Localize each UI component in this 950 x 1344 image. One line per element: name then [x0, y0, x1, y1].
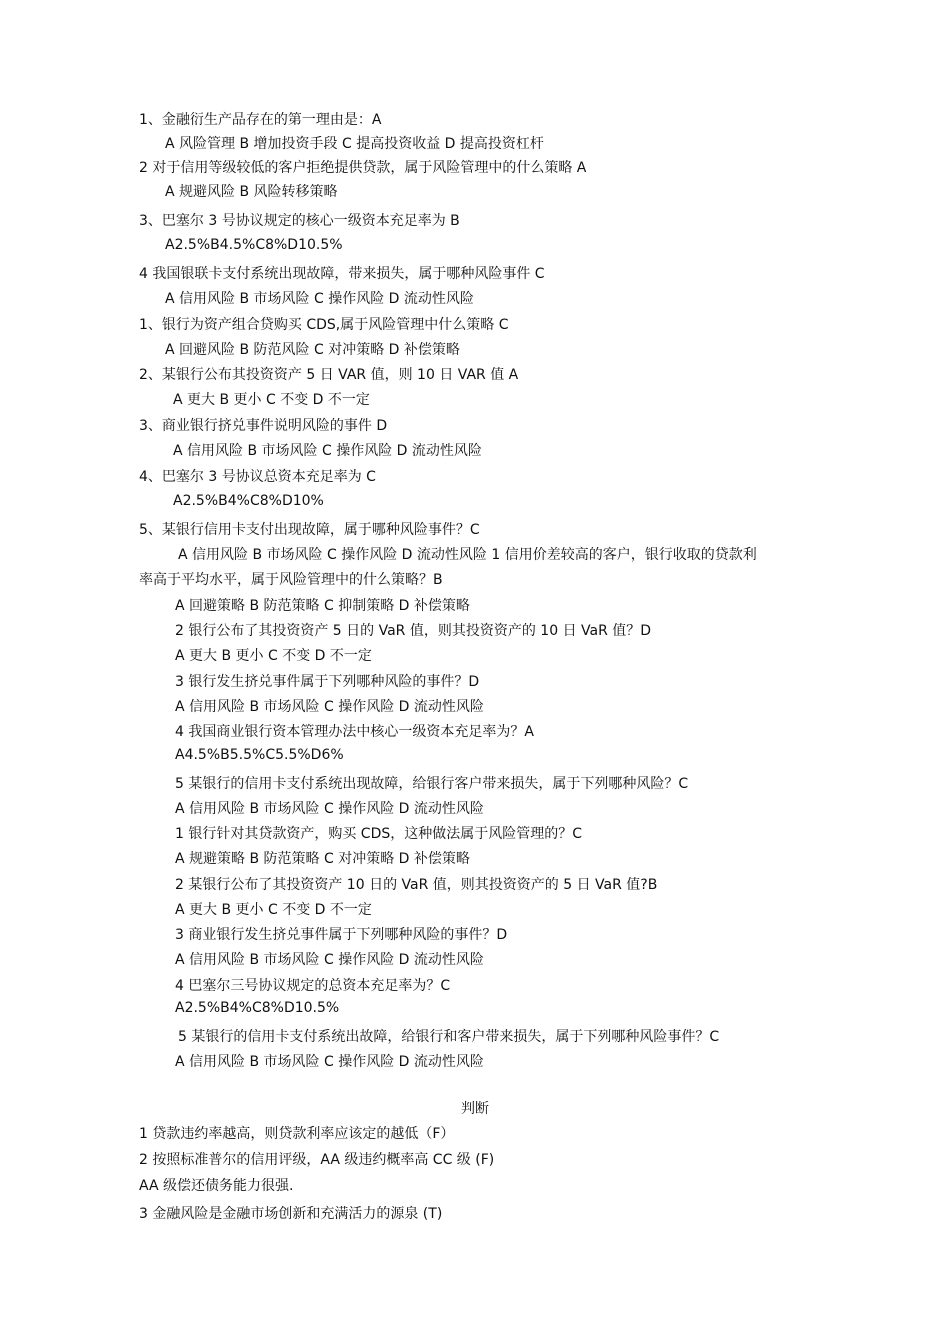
question-line: 率高于平均水平，属于风险管理中的什么策略？B	[139, 572, 443, 588]
answer-options: A 规避策略 B 防范策略 C 对冲策略 D 补偿策略	[175, 851, 470, 867]
answer-options: A2.5%B4%C8%D10%	[173, 493, 324, 509]
question-line: 1、银行为资产组合贷购买 CDS,属于风险管理中什么策略 C	[139, 317, 509, 333]
question-line: 2 按照标准普尔的信用评级，AA 级违约概率高 CC 级 (F)	[139, 1152, 495, 1168]
answer-options: A 信用风险 B 市场风险 C 操作风险 D 流动性风险	[175, 952, 484, 968]
answer-options: A 回避风险 B 防范风险 C 对冲策略 D 补偿策略	[165, 342, 460, 358]
question-line: 1、金融衍生产品存在的第一理由是：A	[139, 112, 382, 128]
answer-options: A2.5%B4.5%C8%D10.5%	[165, 237, 343, 253]
question-line: 2 某银行公布了其投资资产 10 日的 VaR 值，则其投资资产的 5 日 VaR 值?B	[175, 877, 658, 893]
answer-options: A 信用风险 B 市场风险 C 操作风险 D 流动性风险	[175, 699, 484, 715]
answer-options: A 信用风险 B 市场风险 C 操作风险 D 流动性风险	[175, 801, 484, 817]
question-line: 4 巴塞尔三号协议规定的总资本充足率为？C	[175, 978, 451, 994]
answer-options: A 信用风险 B 市场风险 C 操作风险 D 流动性风险	[173, 443, 482, 459]
answer-options: A 回避策略 B 防范策略 C 抑制策略 D 补偿策略	[175, 598, 470, 614]
question-line: AA 级偿还债务能力很强.	[139, 1178, 294, 1194]
answer-options: A 信用风险 B 市场风险 C 操作风险 D 流动性风险	[175, 1054, 484, 1070]
question-line: 3、巴塞尔 3 号协议规定的核心一级资本充足率为 B	[139, 213, 460, 229]
answer-options: A 更大 B 更小 C 不变 D 不一定	[175, 902, 372, 918]
question-line: 3 金融风险是金融市场创新和充满活力的源泉 (T)	[139, 1206, 443, 1222]
answer-options: A 风险管理 B 增加投资手段 C 提高投资收益 D 提高投资杠杆	[165, 136, 544, 152]
question-line: 2 对于信用等级较低的客户拒绝提供贷款，属于风险管理中的什么策略 A	[139, 160, 587, 176]
answer-options: A 更大 B 更小 C 不变 D 不一定	[173, 392, 370, 408]
question-line: 5、某银行信用卡支付出现故障，属于哪种风险事件？C	[139, 522, 480, 538]
answer-options: A 规避风险 B 风险转移策略	[165, 184, 338, 200]
answer-options: A4.5%B5.5%C5.5%D6%	[175, 747, 344, 763]
question-line: 1 贷款违约率越高，则贷款利率应该定的越低（F）	[139, 1126, 455, 1142]
answer-options: A 信用风险 B 市场风险 C 操作风险 D 流动性风险	[165, 291, 474, 307]
question-line: 4 我国银联卡支付系统出现故障，带来损失，属于哪种风险事件 C	[139, 266, 545, 282]
answer-options: A2.5%B4%C8%D10.5%	[175, 1000, 340, 1016]
question-line: 3 商业银行发生挤兑事件属于下列哪种风险的事件？D	[175, 927, 508, 943]
question-line: 4、巴塞尔 3 号协议总资本充足率为 C	[139, 469, 376, 485]
answer-options: A 更大 B 更小 C 不变 D 不一定	[175, 648, 372, 664]
answer-options: A 信用风险 B 市场风险 C 操作风险 D 流动性风险 1 信用价差较高的客户，银行收取的贷款利	[178, 547, 757, 563]
question-line: 1 银行针对其贷款资产，购买 CDS，这种做法属于风险管理的？C	[175, 826, 583, 842]
question-line: 2 银行公布了其投资资产 5 日的 VaR 值，则其投资资产的 10 日 VaR 值？D	[175, 623, 652, 639]
question-line: 5 某银行的信用卡支付系统出现故障，给银行客户带来损失，属于下列哪种风险？C	[175, 776, 689, 792]
question-line: 2、某银行公布其投资资产 5 日 VAR 值，则 10 日 VAR 值 A	[139, 367, 519, 383]
question-line: 3 银行发生挤兑事件属于下列哪种风险的事件？D	[175, 674, 480, 690]
section-heading: 判断	[461, 1101, 489, 1117]
question-line: 4 我国商业银行资本管理办法中核心一级资本充足率为？A	[175, 724, 534, 740]
question-line: 3、商业银行挤兑事件说明风险的事件 D	[139, 418, 388, 434]
question-line: 5 某银行的信用卡支付系统出故障，给银行和客户带来损失，属于下列哪种风险事件？C	[178, 1029, 720, 1045]
